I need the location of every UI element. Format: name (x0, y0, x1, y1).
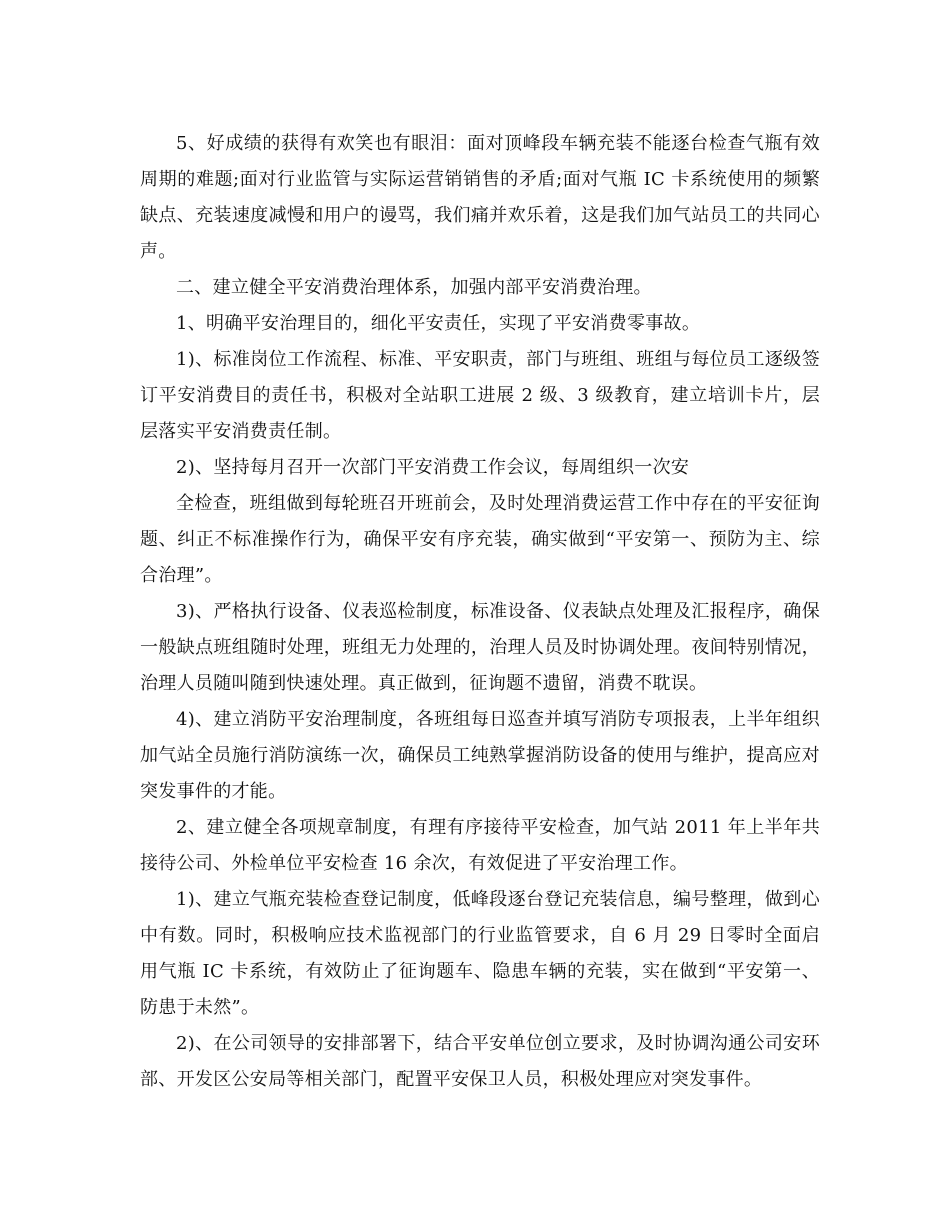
section-heading-2: 二、建立健全平安消费治理体系，加强内部平安消费治理。 (176, 277, 652, 298)
paragraph-item-2b: 全检查，班组做到每轮班召开班前会，及时处理消费运营工作中存在的平安征询题、纠正不标准操作行为，确保平安有序充装，确实做到“平安第一、预防为主、综合治理”。 (140, 493, 820, 586)
paragraph-item-4: 4)、建立消防平安治理制度，各班组每日巡查并填写消防专项报表，上半年组织加气站全员施行消防演练一次，确保员工纯熟掌握消防设备的使用与维护，提高应对突发事件的才能。 (140, 709, 820, 802)
subheading-2-2: 2、建立健全各项规章制度，有理有序接待平安检查，加气站 2011 年上半年共接待公司、外检单位平安检查 16 余次，有效促进了平安治理工作。 (140, 817, 820, 874)
paragraph-item-2a: 2)、坚持每月召开一次部门平安消费工作会议，每周组织一次安 (176, 457, 690, 478)
subheading-2-1: 1、明确平安治理目的，细化平安责任，实现了平安消费零事故。 (176, 313, 701, 334)
paragraph-item-2-1: 1)、建立气瓶充装检查登记制度，低峰段逐台登记充装信息，编号整理，做到心中有数。同时，积极响应技术监视部门的行业监管要求，自 6 月 29 日零时全面启用气瓶 IC 卡系统，有效防止了征询题车、隐患车辆的充装，实在做到“平安第一、防患于未然”。 (140, 889, 820, 1018)
paragraph-item-3: 3)、严格执行设备、仪表巡检制度，标准设备、仪表缺点处理及汇报程序，确保一般缺点班组随时处理，班组无力处理的，治理人员及时协调处理。夜间特别情况，治理人员随叫随到快速处理。真正做到，征询题不遗留，消费不耽误。 (140, 601, 820, 694)
paragraph-item-2-2: 2)、在公司领导的安排部署下，结合平安单位创立要求，及时协调沟通公司安环部、开发区公安局等相关部门，配置平安保卫人员，积极处理应对突发事件。 (140, 1033, 820, 1090)
paragraph-1: 5、好成绩的获得有欢笑也有眼泪：面对顶峰段车辆充装不能逐台检查气瓶有效周期的难题;面对行业监管与实际运营销销售的矛盾;面对气瓶 IC 卡系统使用的频繁缺点、充装速度减慢和用户的谩骂，我们痛并欢乐着，这是我们加气站员工的共同心声。 (140, 133, 820, 262)
document-body (140, 126, 820, 1098)
paragraph-item-1: 1)、标准岗位工作流程、标准、平安职责，部门与班组、班组与每位员工逐级签订平安消费目的责任书，积极对全站职工进展 2 级、3 级教育，建立培训卡片，层层落实平安消费责任制。 (140, 349, 820, 442)
